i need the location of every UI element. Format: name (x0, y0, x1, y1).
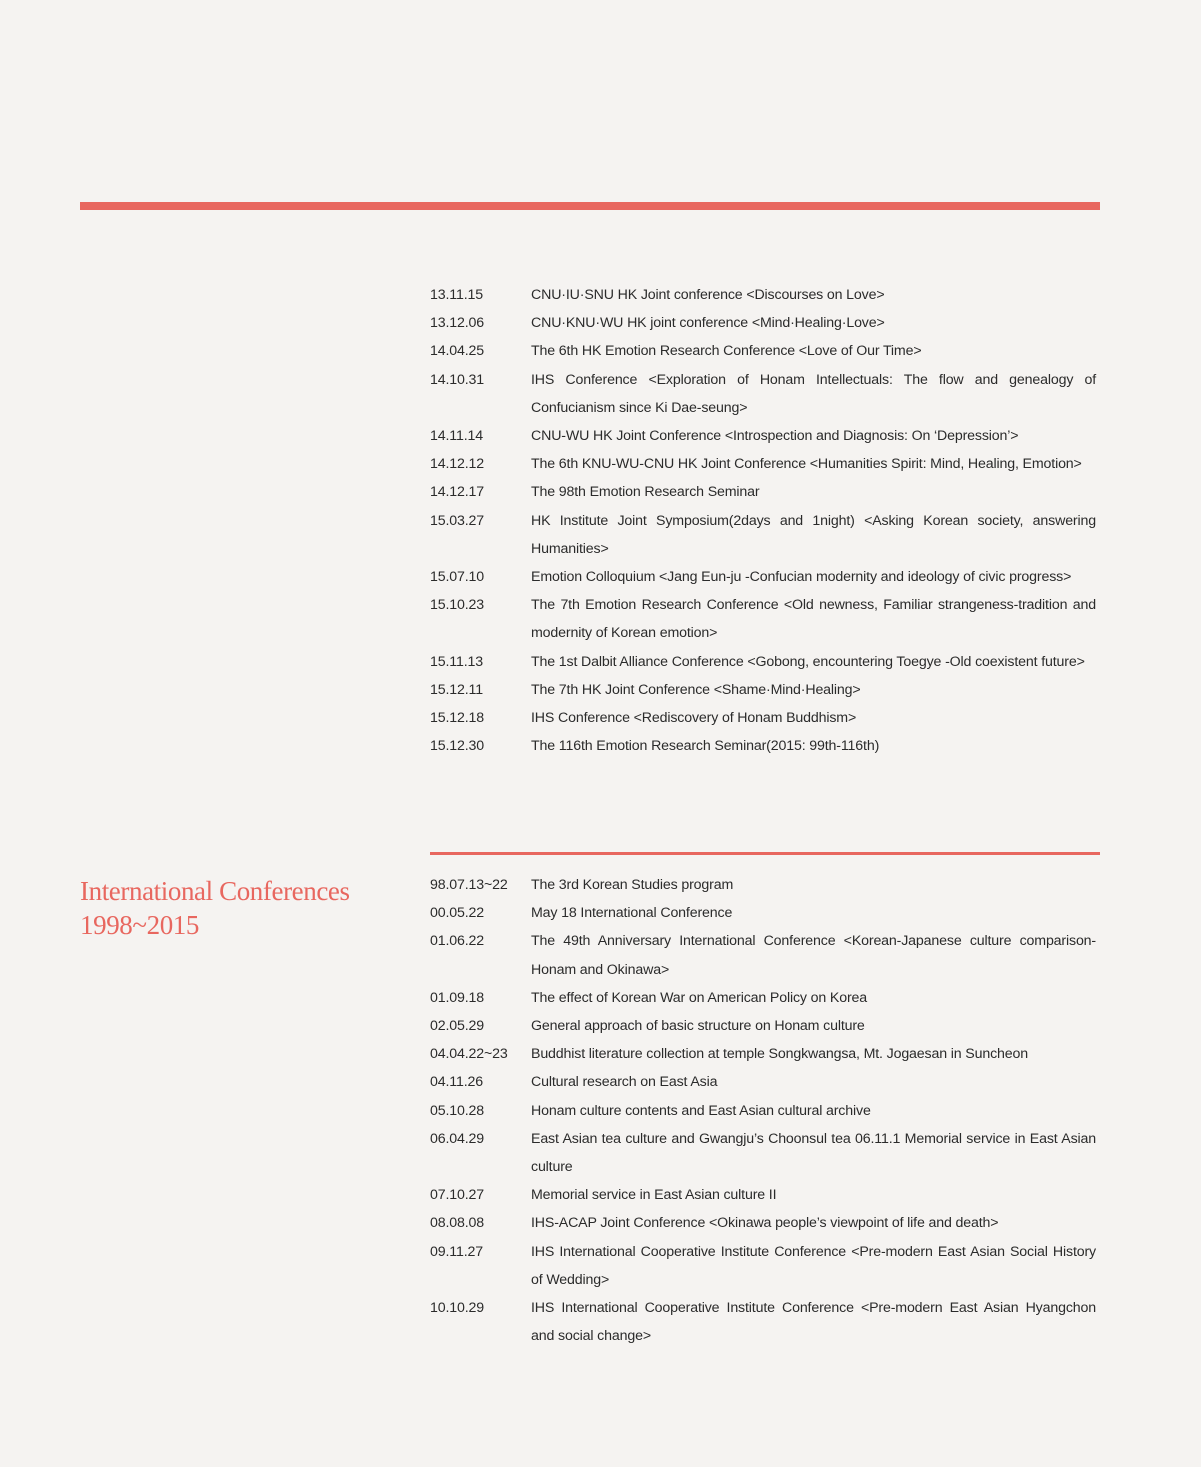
event-description: IHS-ACAP Joint Conference <Okinawa people’s viewpoint of life and death> (531, 1215, 999, 1232)
event-description: The 49th Anniversary International Conference <Korean-Japanese culture comparison-Honam and Okinawa> (531, 933, 1096, 978)
list-item (430, 281, 1096, 309)
list-item (430, 1238, 1096, 1294)
event-date: 15.07.10 (430, 569, 485, 586)
event-date: 15.12.11 (430, 681, 483, 698)
event-date: 13.11.15 (430, 287, 483, 303)
event-date: 98.07.13~22 (430, 877, 508, 893)
list-item (430, 478, 1096, 506)
list-item (430, 984, 1096, 1012)
event-date: 00.05.22 (430, 905, 485, 922)
list-item (430, 1012, 1096, 1040)
event-description: May 18 International Conference (531, 905, 733, 922)
list-item (430, 337, 1096, 365)
list-item (430, 450, 1096, 478)
event-date: 09.11.27 (430, 1243, 483, 1260)
event-description: Honam culture contents and East Asian cultural archive (531, 1102, 871, 1119)
event-date: 14.04.25 (430, 343, 485, 360)
event-date: 14.12.12 (430, 456, 485, 473)
event-date: 02.05.29 (430, 1018, 485, 1035)
event-date: 10.10.29 (430, 1300, 485, 1317)
list-item (430, 927, 1096, 983)
list-item (430, 309, 1096, 337)
event-description: The effect of Korean War on American Policy on Korea (531, 989, 868, 1006)
event-description: The 98th Emotion Research Seminar (531, 484, 760, 501)
event-description: East Asian tea culture and Gwangju’s Choonsul tea 06.11.1 Memorial service in East Asian culture (531, 1130, 1096, 1176)
event-date: 14.12.17 (430, 484, 485, 501)
list-item (430, 676, 1096, 704)
list-item (430, 1181, 1096, 1209)
list-item (430, 1097, 1096, 1125)
international-conference-list (430, 871, 1096, 1350)
section-divider-rule (430, 852, 1100, 855)
event-description: IHS International Cooperative Institute Conference <Pre-modern East Asian Hyangchon and social change> (531, 1300, 1096, 1345)
event-date: 06.04.29 (430, 1130, 485, 1147)
event-description: IHS International Cooperative Institute Conference <Pre-modern East Asian Social History of Wedding> (531, 1243, 1096, 1288)
list-item (430, 422, 1096, 450)
domestic-conference-list (430, 281, 1096, 760)
event-description: The 7th HK Joint Conference <Shame·Mind·Healing> (531, 681, 861, 698)
event-description: CNU·IU·SNU HK Joint conference <Discourses on Love> (531, 287, 885, 303)
list-item (430, 366, 1096, 422)
section-title-line: International Conferences (80, 876, 350, 906)
event-date: 01.06.22 (430, 933, 485, 950)
event-date: 15.11.13 (430, 653, 483, 670)
event-description: IHS Conference <Rediscovery of Honam Buddhism> (531, 710, 857, 727)
list-item (430, 1209, 1096, 1237)
event-description: Cultural research on East Asia (531, 1074, 718, 1091)
event-date: 07.10.27 (430, 1187, 485, 1204)
list-item (430, 507, 1096, 563)
event-description: General approach of basic structure on Honam culture (531, 1018, 865, 1035)
event-date: 01.09.18 (430, 989, 485, 1006)
section-title (80, 874, 400, 942)
event-date: 15.10.23 (430, 597, 485, 614)
event-description: The 7th Emotion Research Conference <Old newness, Familiar strangeness-tradition and modernity of Korean emotion> (531, 597, 1096, 642)
list-item (430, 1040, 1096, 1068)
section-title-years: 1998~2015 (80, 910, 200, 940)
list-item (430, 591, 1096, 647)
event-description: CNU·KNU·WU HK joint conference <Mind·Healing·Love> (531, 315, 885, 332)
list-item (430, 871, 1096, 899)
event-description: The 1st Dalbit Alliance Conference <Gobong, encountering Toegye -Old coexistent future> (531, 653, 1085, 670)
list-item (430, 563, 1096, 591)
list-item (430, 1125, 1096, 1181)
event-date: 04.11.26 (430, 1074, 483, 1091)
event-description: CNU-WU HK Joint Conference <Introspection and Diagnosis: On ‘Depression’> (531, 428, 1019, 445)
list-item (430, 899, 1096, 927)
list-item (430, 1068, 1096, 1096)
event-description: IHS Conference <Exploration of Honam Intellectuals: The flow and genealogy of Confucianism since Ki Dae-seung> (531, 371, 1096, 416)
event-date: 14.10.31 (430, 371, 485, 388)
event-date: 15.03.27 (430, 512, 485, 529)
event-date: 13.12.06 (430, 315, 485, 332)
list-item (430, 1294, 1096, 1350)
event-date: 08.08.08 (430, 1215, 485, 1232)
list-item (430, 704, 1096, 732)
event-description: The 6th KNU-WU-CNU HK Joint Conference <Humanities Spirit: Mind, Healing, Emotion> (531, 456, 1082, 473)
event-description: The 3rd Korean Studies program (531, 877, 734, 893)
event-description: The 6th HK Emotion Research Conference <Love of Our Time> (531, 343, 922, 360)
event-description: Memorial service in East Asian culture II (531, 1187, 777, 1204)
event-date: 04.04.22~23 (430, 1046, 508, 1063)
list-item (430, 648, 1096, 676)
event-date: 15.12.30 (430, 738, 485, 755)
event-description: The 116th Emotion Research Seminar(2015: 99th-116th) (531, 738, 880, 755)
event-date: 14.11.14 (430, 428, 483, 445)
list-item (430, 732, 1096, 760)
top-divider-rule (80, 202, 1100, 210)
event-description: Buddhist literature collection at temple Songkwangsa, Mt. Jogaesan in Suncheon (531, 1046, 1028, 1063)
event-date: 15.12.18 (430, 710, 485, 727)
event-date: 05.10.28 (430, 1102, 485, 1119)
event-description: Emotion Colloquium <Jang Eun-ju -Confucian modernity and ideology of civic progress> (531, 569, 1072, 586)
event-description: HK Institute Joint Symposium(2days and 1night) <Asking Korean society, answering Humanities> (531, 512, 1096, 557)
